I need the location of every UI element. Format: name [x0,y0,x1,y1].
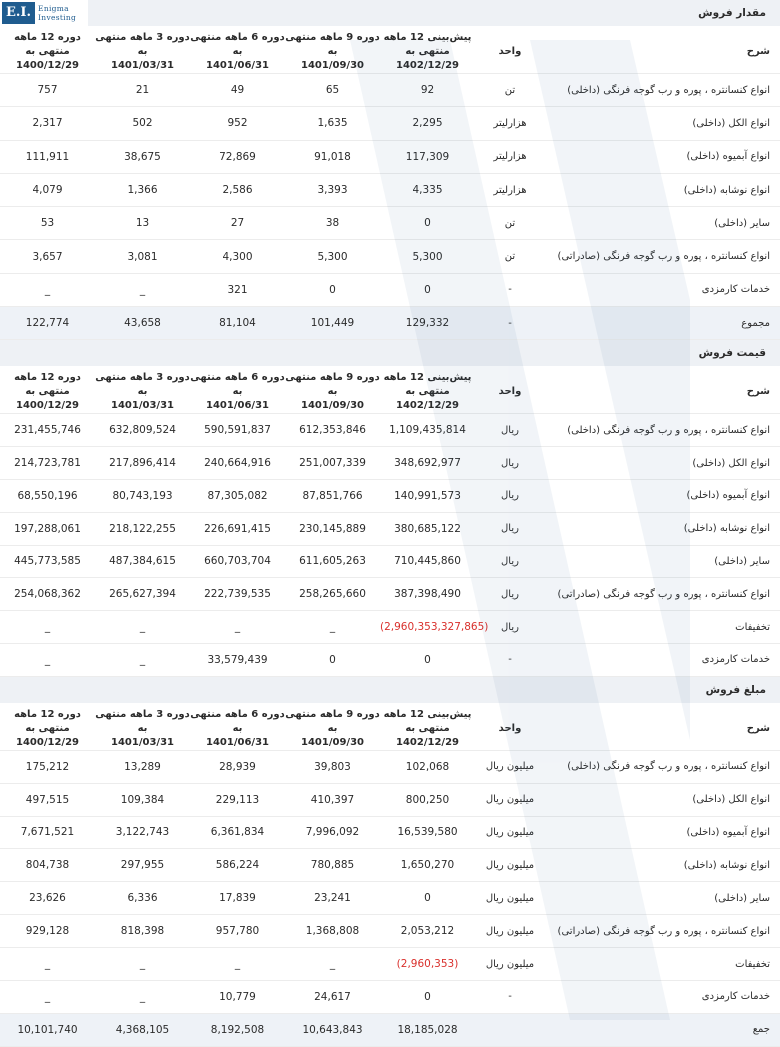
value-cell: (2,960,353) [380,948,475,981]
value-cell: 818,398 [95,915,190,948]
value-cell: 3,081 [95,240,190,273]
value-cell: _ [0,611,95,644]
value-cell: 586,224 [190,849,285,882]
value-cell: 65 [285,74,380,107]
table-row [0,414,780,447]
value-cell: 87,851,766 [285,479,380,512]
value-cell: 0 [380,273,475,306]
table-row [0,140,780,173]
column-header-label: دوره 3 ماهه منتهی به [95,372,190,398]
description-cell: خدمات کارمزدی [545,643,780,676]
unit-cell: - [475,980,545,1013]
value-cell: 18,185,028 [380,1013,475,1046]
value-cell: 122,774 [0,307,95,340]
value-cell: 38,675 [95,140,190,173]
description-cell: سایر (داخلی) [545,545,780,578]
value-cell: 72,869 [190,140,285,173]
column-header-label: دوره 3 ماهه منتهی به [95,32,190,57]
unit-cell [475,1013,545,1046]
value-cell: 229,113 [190,783,285,816]
value-cell: 952 [190,107,285,140]
unit-header: واحد [475,366,545,414]
value-cell: 43,658 [95,307,190,340]
table-row [0,783,780,816]
table-row [0,273,780,306]
value-cell: 804,738 [0,849,95,882]
description-cell: مجموع [545,307,780,340]
value-cell: 929,128 [0,915,95,948]
description-cell: انواع الکل (داخلی) [545,783,780,816]
value-cell: 21 [95,74,190,107]
table-row [0,240,780,273]
unit-cell: - [475,307,545,340]
table-row [0,479,780,512]
table-row [0,545,780,578]
value-cell: 410,397 [285,783,380,816]
value-cell: 6,336 [95,882,190,915]
unit-cell: میلیون ریال [475,783,545,816]
table-row [0,643,780,676]
value-cell: _ [95,980,190,1013]
report-section [0,0,780,340]
description-cell: انواع کنسانتره ، پوره و رب گوجه فرنگی (داخلی) [545,74,780,107]
value-cell: 254,068,362 [0,578,95,611]
column-header-label: دوره 6 ماهه منتهی به [190,708,285,734]
value-cell: 231,455,746 [0,414,95,447]
value-cell: 129,332 [380,307,475,340]
value-cell: 17,839 [190,882,285,915]
column-header [285,26,380,74]
value-cell: 1,366 [95,173,190,206]
value-cell: 660,703,704 [190,545,285,578]
unit-cell: ریال [475,545,545,578]
value-cell: 49 [190,74,285,107]
table-row [0,915,780,948]
value-cell: 2,053,212 [380,915,475,948]
table-row [0,74,780,107]
unit-cell: هزارلیتر [475,107,545,140]
column-header [95,366,190,414]
column-header-label: پیش‌بینی 12 ماهه منتهی به [383,32,472,57]
section-title: مقدار فروش [0,0,780,26]
unit-cell: ریال [475,447,545,480]
description-cell: انواع کنسانتره ، پوره و رب گوجه فرنگی (صادراتی) [545,578,780,611]
value-cell: 0 [285,273,380,306]
unit-cell: هزارلیتر [475,173,545,206]
value-cell: 10,101,740 [0,1013,95,1046]
table-row [0,948,780,981]
value-cell: 265,627,394 [95,578,190,611]
value-cell: 4,079 [0,173,95,206]
column-header [380,703,475,751]
description-cell: سایر (داخلی) [545,207,780,240]
value-cell: 39,803 [285,750,380,783]
column-header-label: دوره 3 ماهه منتهی به [95,708,190,734]
unit-cell: تن [475,207,545,240]
value-cell: 80,743,193 [95,479,190,512]
unit-cell: میلیون ریال [475,849,545,882]
logo-line-1: Enigma [38,4,69,13]
column-header [0,26,95,74]
description-cell: انواع نوشابه (داخلی) [545,849,780,882]
column-header-date: 1401/03/31 [111,400,174,412]
unit-cell: تن [475,240,545,273]
column-header-label: پیش‌بینی 12 ماهه منتهی به [383,708,472,734]
value-cell: 27 [190,207,285,240]
column-header [95,703,190,751]
unit-cell: تن [475,74,545,107]
value-cell: (2,960,353,327,865) [380,611,475,644]
value-cell: 590,591,837 [190,414,285,447]
value-cell: 10,643,843 [285,1013,380,1046]
unit-cell: هزارلیتر [475,140,545,173]
value-cell: 297,955 [95,849,190,882]
column-header-label: دوره 12 ماهه منتهی به [14,32,81,57]
description-cell: انواع آبمیوه (داخلی) [545,479,780,512]
value-cell: 214,723,781 [0,447,95,480]
value-cell: 3,657 [0,240,95,273]
column-header-label: دوره 6 ماهه منتهی به [190,372,285,398]
value-cell: 5,300 [380,240,475,273]
table-row [0,980,780,1013]
description-cell: انواع کنسانتره ، پوره و رب گوجه فرنگی (داخلی) [545,414,780,447]
value-cell: 218,122,255 [95,512,190,545]
value-cell: _ [190,611,285,644]
column-header-date: 1401/09/30 [301,736,364,748]
value-cell: _ [190,948,285,981]
value-cell: 53 [0,207,95,240]
column-header-date: 1401/09/30 [301,60,364,71]
value-cell: 957,780 [190,915,285,948]
table-row [0,750,780,783]
column-header [190,26,285,74]
section-title: مبلغ فروش [0,677,780,703]
value-cell: 2,295 [380,107,475,140]
value-cell: 23,241 [285,882,380,915]
value-cell: _ [95,611,190,644]
table-row [0,512,780,545]
value-cell: 117,309 [380,140,475,173]
report-section [0,340,780,676]
value-cell: 757 [0,74,95,107]
column-header-date: 1401/03/31 [111,736,174,748]
value-cell: 612,353,846 [285,414,380,447]
column-header [0,703,95,751]
value-cell: 387,398,490 [380,578,475,611]
column-header-label: دوره 9 ماهه منتهی به [285,32,380,57]
value-cell: 226,691,415 [190,512,285,545]
column-header-label: دوره 12 ماهه منتهی به [14,708,81,734]
description-cell: خدمات کارمزدی [545,273,780,306]
unit-cell: میلیون ریال [475,948,545,981]
unit-cell: ریال [475,414,545,447]
description-cell: انواع آبمیوه (داخلی) [545,140,780,173]
value-cell: 230,145,889 [285,512,380,545]
value-cell: 140,991,573 [380,479,475,512]
value-cell: _ [285,611,380,644]
column-header-date: 1400/12/29 [16,400,79,412]
data-table [0,703,780,1047]
description-cell: انواع الکل (داخلی) [545,107,780,140]
unit-header: واحد [475,703,545,751]
table-row [0,578,780,611]
value-cell: 0 [380,980,475,1013]
description-cell: خدمات کارمزدی [545,980,780,1013]
value-cell: 502 [95,107,190,140]
description-cell: انواع نوشابه (داخلی) [545,512,780,545]
column-header-date: 1401/09/30 [301,400,364,412]
description-cell: تخفیفات [545,948,780,981]
column-header-label: دوره 12 ماهه منتهی به [14,372,81,398]
logo-line-2: Investing [38,13,77,22]
unit-cell: ریال [475,578,545,611]
value-cell: 24,617 [285,980,380,1013]
value-cell: _ [285,948,380,981]
description-cell: انواع کنسانتره ، پوره و رب گوجه فرنگی (صادراتی) [545,240,780,273]
column-header-date: 1401/03/31 [111,60,174,71]
value-cell: _ [95,643,190,676]
table-row [0,882,780,915]
description-cell: انواع الکل (داخلی) [545,447,780,480]
section-title: قیمت فروش [0,340,780,366]
logo-mark: E.I. [2,2,35,24]
value-cell: 222,739,535 [190,578,285,611]
value-cell: 487,384,615 [95,545,190,578]
value-cell: 2,317 [0,107,95,140]
table-row [0,816,780,849]
value-cell: 4,368,105 [95,1013,190,1046]
value-cell: 23,626 [0,882,95,915]
value-cell: 16,539,580 [380,816,475,849]
value-cell: 38 [285,207,380,240]
value-cell: 800,250 [380,783,475,816]
column-header-label: دوره 6 ماهه منتهی به [190,32,285,57]
column-header [190,366,285,414]
value-cell: 5,300 [285,240,380,273]
value-cell: 0 [380,207,475,240]
value-cell: 109,384 [95,783,190,816]
value-cell: 710,445,860 [380,545,475,578]
value-cell: 4,335 [380,173,475,206]
value-cell: 175,212 [0,750,95,783]
brand-logo [0,0,88,26]
value-cell: 33,579,439 [190,643,285,676]
column-header-date: 1400/12/29 [16,60,79,71]
table-row [0,173,780,206]
report-section [0,677,780,1047]
value-cell: 1,368,808 [285,915,380,948]
value-cell: _ [95,948,190,981]
value-cell: 321 [190,273,285,306]
description-cell: سایر (داخلی) [545,882,780,915]
column-header-label: دوره 9 ماهه منتهی به [285,372,380,398]
description-header: شرح [545,366,780,414]
value-cell: 445,773,585 [0,545,95,578]
description-cell: جمع [545,1013,780,1046]
value-cell: 6,361,834 [190,816,285,849]
value-cell: 13 [95,207,190,240]
value-cell: 0 [380,643,475,676]
value-cell: 3,393 [285,173,380,206]
value-cell: 28,939 [190,750,285,783]
description-header: شرح [545,26,780,74]
data-table [0,366,780,676]
column-header [285,703,380,751]
table-row [0,107,780,140]
unit-cell: میلیون ریال [475,882,545,915]
unit-cell: - [475,643,545,676]
unit-header: واحد [475,26,545,74]
value-cell: 102,068 [380,750,475,783]
value-cell: 3,122,743 [95,816,190,849]
column-header [0,366,95,414]
table-row [0,611,780,644]
value-cell: 7,671,521 [0,816,95,849]
unit-cell: میلیون ریال [475,750,545,783]
value-cell: _ [0,980,95,1013]
description-cell: تخفیفات [545,611,780,644]
column-header-date: 1400/12/29 [16,736,79,748]
value-cell: 380,685,122 [380,512,475,545]
unit-cell: میلیون ریال [475,915,545,948]
value-cell: 632,809,524 [95,414,190,447]
description-cell: انواع نوشابه (داخلی) [545,173,780,206]
column-header [285,366,380,414]
column-header-date: 1402/12/29 [396,736,459,748]
column-header-date: 1401/06/31 [206,400,269,412]
value-cell: 8,192,508 [190,1013,285,1046]
value-cell: 13,289 [95,750,190,783]
description-cell: انواع آبمیوه (داخلی) [545,816,780,849]
value-cell: 1,650,270 [380,849,475,882]
value-cell: 101,449 [285,307,380,340]
table-row [0,849,780,882]
total-row [0,307,780,340]
unit-cell: میلیون ریال [475,816,545,849]
description-cell: انواع کنسانتره ، پوره و رب گوجه فرنگی (صادراتی) [545,915,780,948]
table-row [0,447,780,480]
value-cell: 240,664,916 [190,447,285,480]
table-row [0,207,780,240]
data-table [0,26,780,340]
column-header-label: دوره 9 ماهه منتهی به [285,708,380,734]
value-cell: 0 [380,882,475,915]
value-cell: _ [0,643,95,676]
value-cell: 251,007,339 [285,447,380,480]
column-header-date: 1402/12/29 [396,60,459,71]
value-cell: 91,018 [285,140,380,173]
description-header: شرح [545,703,780,751]
unit-cell: ریال [475,479,545,512]
value-cell: 780,885 [285,849,380,882]
value-cell: 92 [380,74,475,107]
column-header-date: 1401/06/31 [206,736,269,748]
value-cell: _ [95,273,190,306]
value-cell: 1,635 [285,107,380,140]
unit-cell: ریال [475,512,545,545]
logo-text [38,4,76,22]
value-cell: 0 [285,643,380,676]
column-header-date: 1402/12/29 [396,400,459,412]
column-header [95,26,190,74]
value-cell: 217,896,414 [95,447,190,480]
total-row [0,1013,780,1046]
value-cell: 2,586 [190,173,285,206]
value-cell: 68,550,196 [0,479,95,512]
column-header-date: 1401/06/31 [206,60,269,71]
value-cell: 81,104 [190,307,285,340]
value-cell: 87,305,082 [190,479,285,512]
column-header [380,366,475,414]
value-cell: 348,692,977 [380,447,475,480]
value-cell: 497,515 [0,783,95,816]
unit-cell: - [475,273,545,306]
unit-cell: ریال [475,611,545,644]
column-header [190,703,285,751]
value-cell: _ [0,948,95,981]
value-cell: 10,779 [190,980,285,1013]
value-cell: 4,300 [190,240,285,273]
description-cell: انواع کنسانتره ، پوره و رب گوجه فرنگی (داخلی) [545,750,780,783]
value-cell: 1,109,435,814 [380,414,475,447]
value-cell: 7,996,092 [285,816,380,849]
value-cell: _ [0,273,95,306]
value-cell: 258,265,660 [285,578,380,611]
value-cell: 611,605,263 [285,545,380,578]
value-cell: 111,911 [0,140,95,173]
column-header [380,26,475,74]
value-cell: 197,288,061 [0,512,95,545]
column-header-label: پیش‌بینی 12 ماهه منتهی به [383,372,472,398]
